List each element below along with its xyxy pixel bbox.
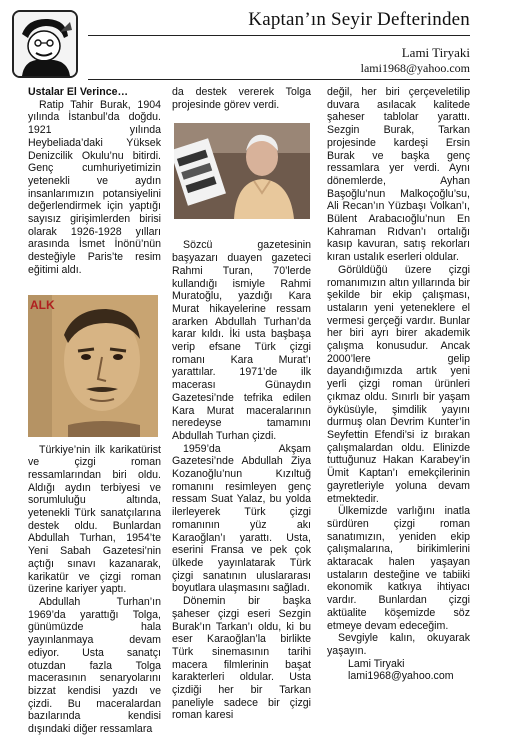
signature-block	[327, 658, 470, 683]
paragraph: Sevgiyle kalın, okuyarak yaşayın.	[327, 632, 470, 657]
title-rule	[88, 35, 470, 36]
article-column-1	[28, 86, 161, 736]
paragraph: Abdullah Turhan’ın 1969’da yarattığı Tolga, günümüzde hala yayınlanmaya devam ediyor. Usta sanatçı otuzdan fazla Tolga macerasının senaryolarını bizzat kendisi yazdı ve çizdi. Bu maceralardan bazılarında kendisi dışındaki diğer ressamlara	[28, 595, 161, 736]
paragraph: Ratip Tahir Burak, 1904 yılında İstanbul’da doğdu. 1921 yılında Heybeliada’daki Yüksek Denizcilik Okulu’nu bitirdi. Genç cumhuriyetimizin yetenekli ve aydın insanlarımızın potansiyelini değerlendirmek için yaptığı sayısız girişimlerden birisi olarak 1926-1928 yılları arasında İsmet İnönü’nün desteğiyle Paris’te resim eğitimi aldı.	[28, 98, 161, 276]
portrait-photo	[28, 295, 158, 437]
author-email: lami1968@yahoo.com	[360, 61, 470, 75]
signature-name: Lami Tiryaki	[348, 657, 405, 670]
article-column-2	[172, 86, 311, 722]
artist-photo	[174, 123, 310, 219]
header-bottom-rule	[88, 79, 470, 80]
paragraph: değil, her biri çerçeveletilip duvara asılacak kalitede şaheser tablolar yarattı. Sezgin Burak, Tarkan projesinde kardeşi Ersin Burak ve başka genç ressamlara yer verdi. Aynı dönemlerde, Ayhan Başoğlu’nun Malkoçoğlu’su, Ali Recan’ın Yüzbaşı Volkan’ı, Bülent Arabacıoğlu’nun En Kahraman Rıdvan’ı ortalığı kasıp kavuran, satış rekorları kıran ustalık eserleri oldular.	[327, 86, 470, 264]
signature-email: lami1968@yahoo.com	[348, 670, 454, 683]
byline	[361, 45, 470, 76]
paragraph: Ülkemizde varlığını inatla sürdüren çizgi roman sanatımızın, yeniden ekip çalışmalarına, birikimlerini aktaracak halen yaşayan ustaların desteğine ve tabiiki ekonomik katkıya ihtiyacı vardır. Bunlardan çizgi aktüalite köşemizde söz etmeye devam edeceğim.	[327, 505, 470, 632]
article-heading: Ustalar El Verince…	[28, 86, 129, 98]
paragraph: da destek vererek Tolga projesinde görev verdi.	[172, 86, 311, 111]
paragraph: Görüldüğü üzere çizgi romanımızın altın yıllarında bir şekilde bir ekip çalışması, ustaların yeni yeteneklere el vermesi gerçeği vardır. Bunlar her biri ayrı birer akademik çalışma konusudur. Ancak 2000’lere gelip dayandığımızda artık yeni yerli çizgi roman ürünleri çıkmaz oldu. Sınırlı bir yaşam öyküsüyle, şimdilik yayını durmuş olan Devrim Kunter’in Seyfettin Efendi’si iz bırakan çalışmalardan oldu. Elinizde tuttuğunuz Hakan Karabey’in Ümit Kaptan’ı emekçilerinin gayretleriyle yoluna devam etmektedir.	[327, 263, 470, 505]
paragraph: Türkiye’nin ilk karikatürist ve çizgi roman ressamlarından biri oldu. Aldığı aydın terbiyesi ve sorumluluğu altında, yetenekli Türk sanatçılarına destek oldu. Bunlardan Abdullah Turhan, 1954’te Yeni Sabah Gazetesi’nin açtığı sınavı kazanarak, karikatür ve çizgi roman üzerine kariyer yaptı.	[28, 443, 161, 596]
article-column-3	[327, 86, 470, 683]
portrait-drawing	[28, 295, 158, 437]
artist-drawing	[174, 123, 310, 219]
paragraph: Dönemin bir başka şaheser çizgi eseri Sezgin Burak’ın Tarkan’ı oldu, ki bu eser Karaoğlan’la birlikte Türk sinemasının tarihi macera filmlerinin başat karakterleri oldular. Usta çizdiği her bir Tarkan paneliyle sadece bir çizgi roman karesi	[172, 595, 311, 722]
paragraph: 1959’da Akşam Gazetesi’nde Abdullah Ziya Kozanoğlu’nun Kızıltuğ romanını resimleyen genç ressam Suat Yalaz, bu yolda ilerleyerek Türk çizgi romanının yüz akı Karaoğlan’ı yarattı. Usta, eserini Fransa ve pek çok ülkede yayınlatarak Türk çizgi sanatının uluslararası boyutlara ulaşmasını sağladı.	[172, 442, 311, 595]
author-name: Lami Tiryaki	[401, 45, 470, 60]
caricature-logo	[12, 10, 78, 78]
paragraph: Sözcü gazetesinin başyazarı duayen gazeteci Rahmi Turan, 70’lerde kullandığı ismiyle Rahmi Muratoğlu, yazdığı Kara Murat hikayelerine ressam ararken Abdullah Turhan’da karar kıldı. İki usta başbaşa verip efsane Türk çizgi romanı Kara Murat’ı yarattılar. 1971’de ilk macerası Günaydın Gazetesi’nde tefrika edilen Kara Murat maceralarının neredeyse tamamını Abdullah Turhan çizdi.	[172, 239, 311, 442]
poster-text: ALK	[30, 297, 55, 312]
caricature-drawing	[14, 12, 76, 76]
column-title: Kaptan’ın Seyir Defterinden	[248, 9, 470, 30]
